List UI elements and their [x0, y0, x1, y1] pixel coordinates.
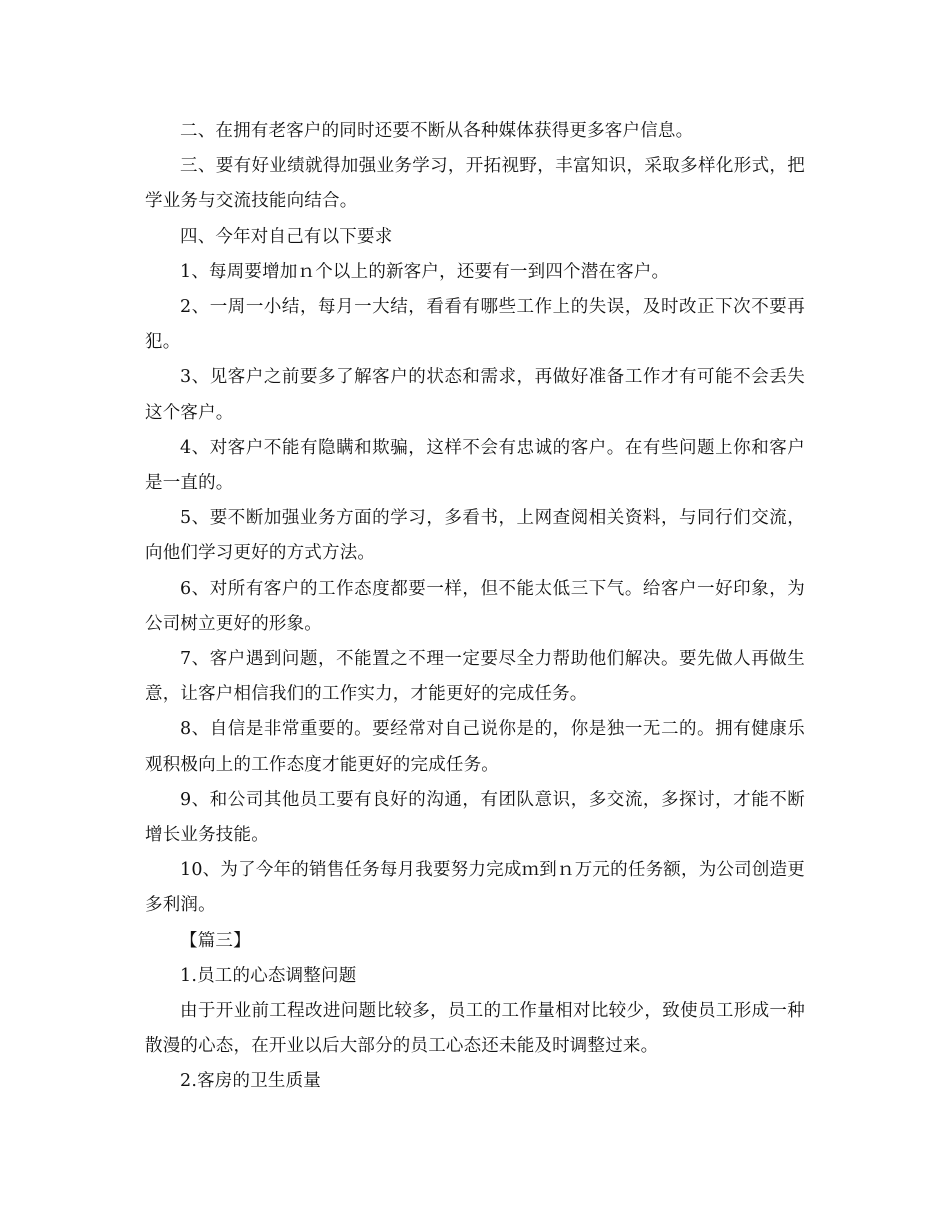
- requirement-10: 10、为了今年的销售任务每月我要努力完成ｍ到ｎ万元的任务额，为公司创造更多利润。: [145, 860, 805, 916]
- requirement-9: 9、和公司其他员工要有良好的沟通，有团队意识，多交流，多探讨，才能不断增长业务技能。: [145, 789, 805, 846]
- requirement-1: 1、每周要增加ｎ个以上的新客户，还要有一到四个潜在客户。: [180, 261, 670, 282]
- requirement-6: 6、对所有客户的工作态度都要一样，但不能太低三下气。给客户一好印象，为公司树立更好的形象。: [145, 578, 805, 634]
- requirement-7: 7、客户遇到问题，不能置之不理一定要尽全力帮助他们解决。要先做人再做生意，让客户相信我们的工作实力，才能更好的完成任务。: [145, 649, 805, 705]
- requirement-8: 8、自信是非常重要的。要经常对自己说你是的，你是独一无二的。拥有健康乐观积极向上的工作态度才能更好的完成任务。: [145, 719, 805, 775]
- paragraph-3: 三、要有好业绩就得加强业务学习，开拓视野，丰富知识，采取多样化形式，把学业务与交流技能向结合。: [145, 156, 805, 212]
- requirement-4: 4、对客户不能有隐瞒和欺骗，这样不会有忠诚的客户。在有些问题上你和客户是一直的。: [145, 437, 805, 494]
- requirement-5: 5、要不断加强业务方面的学习，多看书，上网查阅相关资料，与同行们交流，向他们学习更好的方式方法。: [145, 508, 805, 564]
- subheading-staff-mindset: 1.员工的心态调整问题: [180, 965, 357, 986]
- paragraph-staff-mindset: 由于开业前工程改进问题比较多，员工的工作量相对比较少，致使员工形成一种散漫的心态，在开业以后大部分的员工心态还未能及时调整过来。: [145, 1001, 805, 1057]
- document-body: [145, 114, 805, 1100]
- paragraph-2: 二、在拥有老客户的同时还要不断从各种媒体获得更多客户信息。: [180, 121, 694, 141]
- requirement-3: 3、见客户之前要多了解客户的状态和需求，再做好准备工作才有可能不会丢失这个客户。: [145, 367, 805, 423]
- section-heading-part-3: 【篇三】: [180, 930, 251, 951]
- requirement-2: 2、一周一小结，每月一大结，看看有哪些工作上的失误，及时改正下次不要再犯。: [145, 297, 805, 353]
- subheading-room-hygiene: 2.客房的卫生质量: [180, 1071, 321, 1092]
- paragraph-4-heading: 四、今年对自己有以下要求: [180, 226, 393, 247]
